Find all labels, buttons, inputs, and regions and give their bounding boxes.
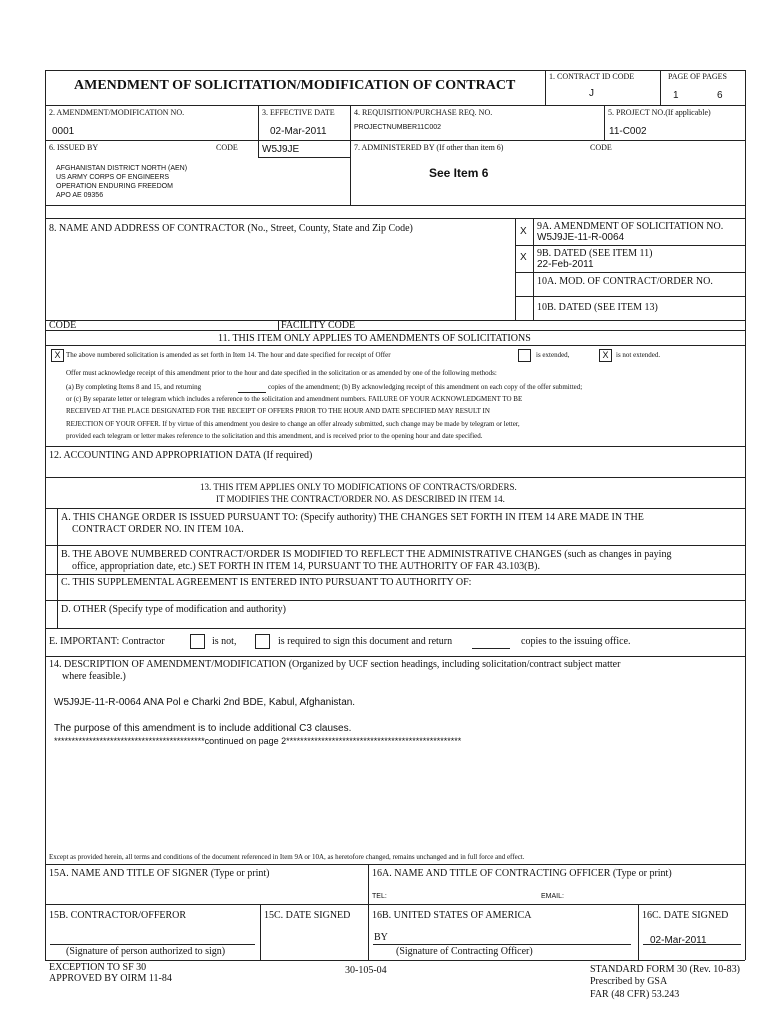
administered-by-value: See Item 6 — [429, 166, 489, 180]
item11-extended-label: is extended, — [536, 351, 570, 359]
requisition-label: 4. REQUISITION/PURCHASE REQ. NO. — [354, 108, 493, 117]
item14-description-line: The purpose of this amendment is to include additional C3 clauses. — [54, 723, 352, 734]
item15c-label: 15C. DATE SIGNED — [264, 910, 351, 921]
item11-not-extended-label: is not extended. — [616, 351, 661, 359]
item14-continued-line: *******************************************continued on page 2************************************************** — [54, 736, 462, 746]
item12-label: 12. ACCOUNTING AND APPROPRIATION DATA (If required) — [49, 450, 313, 461]
item13-c: C. THIS SUPPLEMENTAL AGREEMENT IS ENTERED INTO PURSUANT TO AUTHORITY OF: — [61, 577, 472, 588]
item11-extended-checkbox[interactable] — [518, 349, 531, 362]
item13-a-line-1: A. THIS CHANGE ORDER IS ISSUED PURSUANT TO: (Specify authority) THE CHANGES SET FORTH IN ITEM 14 ARE MADE IN THE — [61, 512, 644, 523]
item15a-label: 15A. NAME AND TITLE OF SIGNER (Type or print) — [49, 868, 270, 879]
issued-by-label: 6. ISSUED BY — [49, 143, 99, 152]
item9b-mark: X — [520, 252, 527, 263]
item13-header-1: 13. THIS ITEM APPLIES ONLY TO MODIFICATIONS OF CONTRACTS/ORDERS. — [200, 482, 517, 492]
item-e-is-required-label: is required to sign this document and return — [278, 636, 453, 647]
item16a-label: 16A. NAME AND TITLE OF CONTRACTING OFFICER (Type or print) — [372, 868, 672, 879]
contract-id-code-label: 1. CONTRACT ID CODE — [549, 72, 635, 81]
administered-by-code-label: CODE — [590, 143, 612, 152]
page-number: 1 — [673, 90, 679, 101]
item11-line: RECEIVED AT THE PLACE DESIGNATED FOR THE RECEIPT OF OFFERS PRIOR TO THE HOUR AND DATE SPECIFIED MAY RESULT IN — [66, 407, 490, 415]
item16c-label: 16C. DATE SIGNED — [642, 910, 729, 921]
amendment-no-value: 0001 — [52, 126, 75, 137]
effective-date-label: 3. EFFECTIVE DATE — [262, 108, 335, 117]
item16b-label: 16B. UNITED STATES OF AMERICA — [372, 910, 532, 921]
item13-header-2: IT MODIFIES THE CONTRACT/ORDER NO. AS DESCRIBED IN ITEM 14. — [216, 494, 505, 504]
item15b-label: 15B. CONTRACTOR/OFFEROR — [49, 910, 187, 921]
project-no-value: 11-C002 — [609, 126, 647, 137]
issued-by-address-line: AFGHANISTAN DISTRICT NORTH (AEN) — [56, 165, 188, 172]
item13-b-line-1: B. THE ABOVE NUMBERED CONTRACT/ORDER IS MODIFIED TO REFLECT THE ADMINISTRATIVE CHANGES (such as changes in paying — [61, 549, 672, 560]
issued-by-address-line: US ARMY CORPS OF ENGINEERS — [56, 174, 170, 181]
item9a-value: W5J9JE-11-R-0064 — [537, 232, 625, 243]
item9a-label: 9A. AMENDMENT OF SOLICITATION NO. — [537, 221, 724, 232]
footer-standard-form: STANDARD FORM 30 (Rev. 10-83) — [590, 964, 740, 975]
item-e-is-not-checkbox[interactable] — [190, 634, 205, 649]
item13-a-line-2: CONTRACT ORDER NO. IN ITEM 10A. — [72, 524, 244, 535]
item11-line: Offer must acknowledge receipt of this amendment prior to the hour and date specified in the solicitation or as amended by one of the following methods: — [66, 369, 497, 377]
item11-not-extended-checkbox[interactable]: X — [599, 349, 612, 362]
item14-label-2: where feasible.) — [62, 671, 126, 682]
issued-by-address-line: APO AE 09356 — [56, 192, 104, 199]
requisition-value: PROJECTNUMBER11C002 — [354, 124, 442, 131]
item10b-label: 10B. DATED (SEE ITEM 13) — [537, 302, 658, 313]
item9b-label: 9B. DATED (SEE ITEM 11) — [537, 248, 653, 259]
item16c-date-signed: 02-Mar-2011 — [650, 935, 707, 946]
item15b-signature-caption: (Signature of person authorized to sign) — [66, 946, 226, 957]
item-e-label: E. IMPORTANT: Contractor — [49, 636, 165, 647]
issued-by-address-line: OPERATION ENDURING FREEDOM — [56, 183, 173, 190]
issued-by-code: W5J9JE — [262, 144, 300, 155]
item16b-signature-caption: (Signature of Contracting Officer) — [396, 946, 533, 957]
item11-text: The above numbered solicitation is amended as set forth in Item 14. The hour and date specified for receipt of Offer — [66, 351, 391, 359]
item13-b-line-2: office, appropriation date, etc.) SET FORTH IN ITEM 14, PURSUANT TO THE AUTHORITY OF FAR 43.103(B). — [72, 561, 540, 572]
item11-line: or (c) By separate letter or telegram which includes a reference to the solicitation and amendment numbers. FAILURE OF YOUR ACKNOWLEDGMENT TO BE — [66, 395, 523, 403]
facility-code-label: FACILITY CODE — [281, 320, 356, 331]
footer-far: FAR (48 CFR) 53.243 — [590, 989, 680, 1000]
item11-amended-checkbox[interactable]: X — [51, 349, 64, 362]
item16b-by-label: BY — [374, 932, 388, 943]
amendment-no-label: 2. AMENDMENT/MODIFICATION NO. — [49, 108, 185, 117]
item11-line: REJECTION OF YOUR OFFER. If by virtue of this amendment you desire to change an offer already submitted, such change may be made by telegram or letter, — [66, 420, 520, 428]
item14-description-line: W5J9JE-11-R-0064 ANA Pol e Charki 2nd BDE, Kabul, Afghanistan. — [54, 697, 356, 708]
contract-id-code-value: J — [589, 88, 594, 99]
total-pages: 6 — [717, 90, 723, 101]
item11-line: (a) By completing Items 8 and 15, and returning — [66, 383, 202, 391]
item9a-mark: X — [520, 226, 527, 237]
item-e-is-not-label: is not, — [212, 636, 237, 647]
item14-footer-note: Except as provided herein, all terms and conditions of the document referenced in Item 9A or 10A, as heretofore changed, remains unchanged and in full force and effect. — [49, 853, 525, 861]
footer-approved: APPROVED BY OIRM 11-84 — [49, 973, 172, 984]
item11-line: copies of the amendment; (b) By acknowledging receipt of this amendment on each copy of the offer submitted; — [268, 383, 583, 391]
item-e-is-required-checkbox[interactable] — [255, 634, 270, 649]
item16a-tel-label: TEL: — [372, 893, 387, 900]
form-title: AMENDMENT OF SOLICITATION/MODIFICATION OF CONTRACT — [74, 78, 516, 93]
footer-prescribed: Prescribed by GSA — [590, 976, 668, 987]
item16a-email-label: EMAIL: — [541, 893, 564, 900]
item14-label-1: 14. DESCRIPTION OF AMENDMENT/MODIFICATION (Organized by UCF section headings, including solicitation/contract subject matter — [49, 659, 621, 670]
page-of-pages-label: PAGE OF PAGES — [668, 72, 727, 81]
item13-d: D. OTHER (Specify type of modification and authority) — [61, 604, 286, 615]
contractor-label: 8. NAME AND ADDRESS OF CONTRACTOR (No., Street, County, State and Zip Code) — [49, 223, 413, 234]
item-e-copies-label: copies to the issuing office. — [521, 636, 631, 647]
effective-date-value: 02-Mar-2011 — [270, 126, 327, 137]
item11-line: provided each telegram or letter makes reference to the solicitation and this amendment, and is received prior to the opening hour and date specified. — [66, 432, 483, 440]
footer-form-number: 30-105-04 — [345, 965, 387, 976]
contractor-code-label: CODE — [49, 320, 77, 331]
project-no-label: 5. PROJECT NO.(If applicable) — [608, 108, 711, 117]
item11-header: 11. THIS ITEM ONLY APPLIES TO AMENDMENTS OF SOLICITATIONS — [218, 333, 531, 344]
footer-exception: EXCEPTION TO SF 30 — [49, 962, 147, 973]
item9b-value: 22-Feb-2011 — [537, 259, 594, 270]
item10a-label: 10A. MOD. OF CONTRACT/ORDER NO. — [537, 276, 713, 287]
administered-by-label: 7. ADMINISTERED BY (If other than item 6) — [354, 143, 504, 152]
issued-by-code-label: CODE — [216, 143, 238, 152]
